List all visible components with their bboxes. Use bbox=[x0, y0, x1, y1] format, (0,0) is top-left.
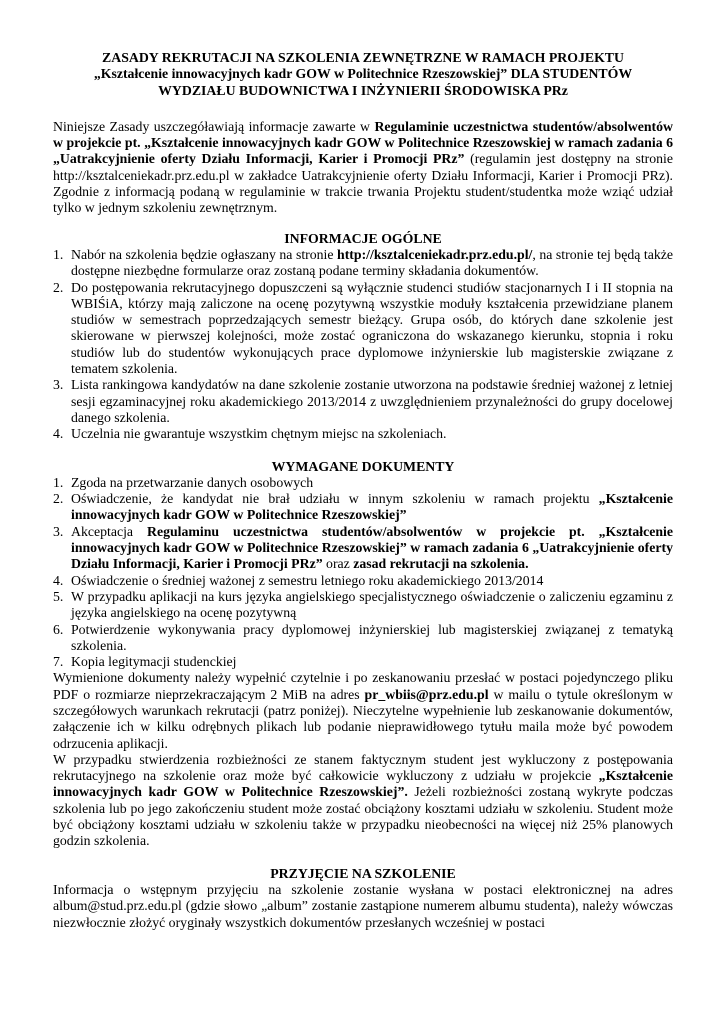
project-name: „Kształcenie innowacyjnych kadr GOW w Politechnice Rzeszowskiej”. bbox=[53, 768, 673, 800]
list-item-text: Oświadczenie, że kandydat nie brał udziału w innym szkoleniu w ramach projektu bbox=[71, 491, 599, 507]
document-content bbox=[53, 50, 673, 931]
intro-regulation-name: Regulaminie uczestnictwa studentów/absolwentów w projekcie pt. „Kształcenie innowacyjnych kadr GOW w Politechnice Rzeszowskiej w ramach zadania 6 „Uatrakcyjnienie oferty Działu Informacji, Karier i Promocji PRz” bbox=[53, 118, 673, 167]
documents-submission-paragraph bbox=[53, 670, 673, 751]
discrepancy-paragraph bbox=[53, 752, 673, 850]
list-number: 3. bbox=[53, 523, 64, 539]
list-item-text: Akceptacja bbox=[71, 523, 147, 539]
list-item bbox=[53, 654, 673, 670]
paragraph-text: Wymienione dokumenty należy wypełnić czytelnie i po zeskanowaniu przesłać w postaci pojedynczego pliku PDF o rozmiarze nieprzekraczającym 2 MiB na adres bbox=[53, 670, 673, 702]
list-item bbox=[53, 426, 673, 442]
recruitment-rules-name: zasad rekrutacji na szkolenia. bbox=[353, 556, 529, 572]
list-number: 2. bbox=[53, 491, 64, 507]
list-item bbox=[53, 524, 673, 573]
list-item-text: W przypadku aplikacji na kurs języka angielskiego specjalistycznego oświadczenie o zaliczeniu egzaminu z języka angielskiego na ocenę pozytywną bbox=[71, 588, 673, 621]
list-item-text: Kopia legitymacji studenckiej bbox=[71, 654, 237, 670]
submission-email-link[interactable]: pr_wbiis@prz.edu.pl bbox=[364, 686, 489, 702]
section-gap bbox=[53, 443, 673, 459]
regulation-name: Regulaminu uczestnictwa studentów/absolwentów w projekcie pt. „Kształcenie innowacyjnych kadr GOW w Politechnice Rzeszowskiej” w ramach zadania 6 „Uatrakcyjnienie oferty Działu Informacji, Karier i Promocji PRz” bbox=[71, 523, 673, 572]
list-item bbox=[53, 491, 673, 524]
title-line-2: „Kształcenie innowacyjnych kadr GOW w Politechnice Rzeszowskiej” DLA STUDENTÓW bbox=[93, 66, 633, 82]
list-number: 1. bbox=[53, 246, 64, 262]
intro-text-2: (regulamin jest dostępny na stronie http://ksztalceniekadr.prz.edu.pl w zakładce Uatrakcyjnienie oferty Działu Informacji, Karier i Promocji PRz). Zgodnie z informacją podaną w regulaminie w trakcie trwania Projektu student/studentka może wziąć udział tylko w jednym szkoleniu zewnętrznym. bbox=[53, 151, 673, 216]
paragraph-text: W przypadku stwierdzenia rozbieżności ze stanem faktycznym student jest wykluczony z postępowania rekrutacyjnego na szkolenie oraz może być całkowicie wykluczony z udziału w projekcie bbox=[53, 751, 673, 784]
list-item-text: Zgoda na przetwarzanie danych osobowych bbox=[71, 474, 314, 490]
required-documents-heading: WYMAGANE DOKUMENTY bbox=[271, 458, 455, 474]
list-number: 7. bbox=[53, 654, 64, 670]
list-number: 3. bbox=[53, 377, 64, 393]
list-item bbox=[53, 377, 673, 426]
list-item-text: Nabór na szkolenia będzie ogłaszany na stronie bbox=[71, 246, 338, 262]
list-number: 4. bbox=[53, 426, 64, 442]
title-line-3: WYDZIAŁU BUDOWNICTWA I INŻYNIERII ŚRODOWISKA PRz bbox=[158, 82, 568, 98]
list-number: 4. bbox=[53, 572, 64, 588]
list-number: 6. bbox=[53, 621, 64, 637]
document-title bbox=[53, 50, 673, 99]
list-item-text: Do postępowania rekrutacyjnego dopuszczeni są wyłącznie studenci studiów stacjonarnych I i II stopnia na WBIŚiA, którzy mają zaliczone na ocenę pozytywną wszystkie moduły kształcenia przewidziane planem studiów w semestrach poprzedzających semestr bieżący. Grupa osób, do których dane szkolenie jest skierowane w pierwszej kolejności, może zostać ograniczona do wskazanego kierunku, stopnia i roku studiów lub do studentów wykonujących prace dyplomowe inżynierskie lub magisterskie związane z tematem szkolenia. bbox=[71, 279, 673, 377]
list-item-text: Uczelnia nie gwarantuje wszystkim chętnym miejsc na szkoleniach. bbox=[71, 426, 447, 442]
admission-paragraph: Informacja o wstępnym przyjęciu na szkolenie zostanie wysłana w postaci elektronicznej na adres album@stud.prz.edu.pl (gdzie słowo „album” zostanie zastąpione numerem albumu studenta), należy wówczas niezwłocznie złożyć oryginały wszystkich dokumentów przesłanych wcześniej w postaci bbox=[53, 881, 673, 930]
general-info-heading: INFORMACJE OGÓLNE bbox=[284, 230, 442, 246]
list-item-text: Lista rankingowa kandydatów na dane szkolenie zostanie utworzona na podstawie średniej ważonej z letniej sesji egzaminacyjnej roku akademickiego 2013/2014 z uwzględnieniem przynależności do grupy docelowej danego szkolenia. bbox=[71, 377, 673, 425]
list-item bbox=[53, 247, 673, 280]
admission-heading: PRZYJĘCIE NA SZKOLENIE bbox=[270, 865, 456, 881]
list-item bbox=[53, 280, 673, 378]
paragraph-text: w mailu o tytule określonym w szczegółowych warunkach rekrutacji (patrz poniżej). Nieczytelne wypełnienie lub zeskanowanie dokumentów, załączenie ich w kilku odrębnych plikach lub podanie nieprawidłowego tytułu maila może być powodem odrzucenia aplikacji. bbox=[53, 686, 673, 751]
recruitment-website-link[interactable]: http://ksztalceniekadr.prz.edu.pl/ bbox=[337, 246, 533, 262]
general-info-list bbox=[53, 247, 673, 443]
intro-paragraph bbox=[53, 119, 673, 217]
paragraph-text: Jeżeli rozbieżności zostaną wykryte podczas szkolenia lub po jego zakończeniu student może zostać obciążony kosztami udziału w szkoleniu. Student może być obciążony kosztami udziału w szkoleniu także w przypadku nieobecności na więcej niż 25% planowych godzin szkolenia. bbox=[53, 784, 673, 849]
list-item bbox=[53, 475, 673, 491]
list-item-text: oraz bbox=[322, 556, 354, 572]
list-number: 2. bbox=[53, 279, 64, 295]
project-name: „Kształcenie innowacyjnych kadr GOW w Politechnice Rzeszowskiej” bbox=[71, 491, 673, 523]
title-line-1: ZASADY REKRUTACJI NA SZKOLENIA ZEWNĘTRZNE W RAMACH PROJEKTU bbox=[102, 50, 624, 65]
list-item-text: Potwierdzenie wykonywania pracy dyplomowej inżynierskiej lub magisterskiej związanej z tematyką szkolenia. bbox=[71, 621, 673, 653]
section-gap bbox=[53, 850, 673, 866]
list-number: 1. bbox=[53, 474, 64, 490]
list-item-text: , na stronie tej będą także dostępne niezbędne formularze oraz zostaną podane terminy składania dokumentów. bbox=[71, 246, 673, 279]
list-item bbox=[53, 573, 673, 589]
intro-text-1: Niniejsze Zasady uszczegóławiają informacje zawarte w bbox=[53, 118, 375, 134]
list-item-text: Oświadczenie o średniej ważonej z semestru letniego roku akademickiego 2013/2014 bbox=[71, 572, 544, 588]
required-documents-list bbox=[53, 475, 673, 671]
list-number: 5. bbox=[53, 588, 64, 604]
list-item bbox=[53, 622, 673, 655]
list-item bbox=[53, 589, 673, 622]
